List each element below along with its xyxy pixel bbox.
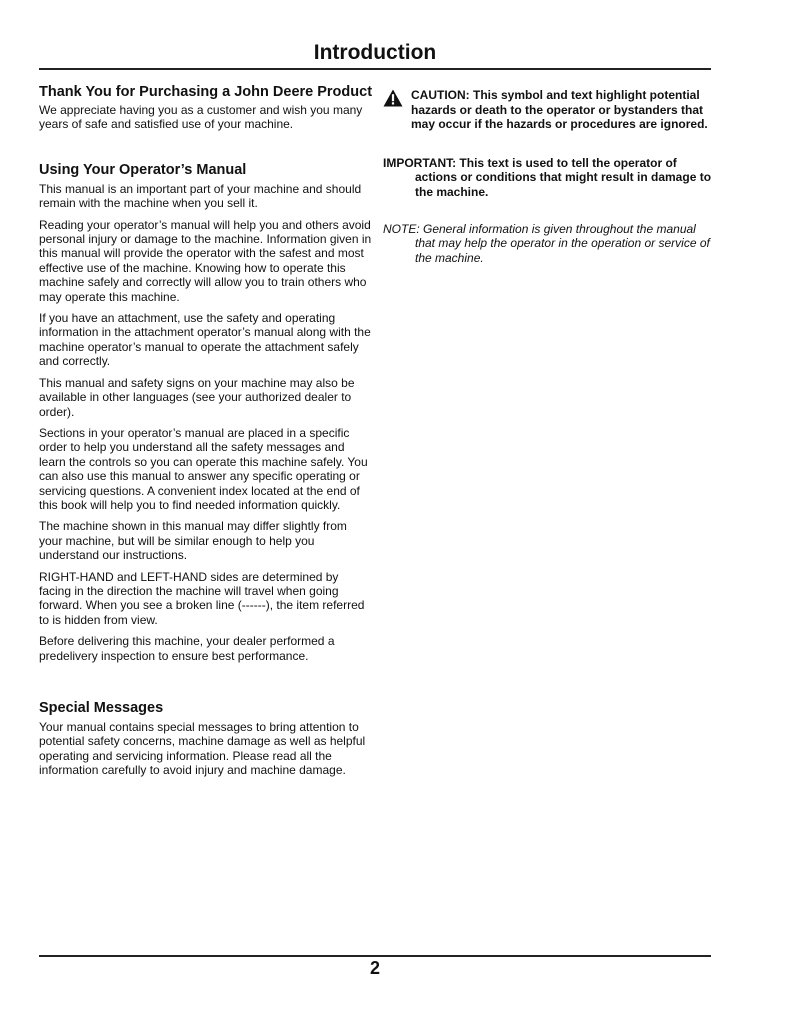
special-messages-paragraph: Your manual contains special messages to bring attention to potential safety concerns, machine damage as well as helpful operating and servicing information. Please read all the information carefully to avoid injury and machine damage. [39, 720, 366, 778]
warning-triangle-icon [383, 89, 403, 107]
using-manual-heading: Using Your Operator’s Manual [39, 161, 247, 178]
caution-text: CAUTION: This symbol and text highlight potential hazards or death to the operator or bystanders that may occur if the hazards or procedures are ignored. [411, 88, 708, 132]
using-manual-paragraph: Before delivering this machine, your dealer performed a predelivery inspection to ensure best performance. [39, 634, 335, 663]
using-manual-paragraph: If you have an attachment, use the safety and operating information in the attachment operator’s manual along with the machine operator’s manual to operate the attachment safely and correctly. [39, 311, 371, 369]
thank-you-paragraph: We appreciate having you as a customer and wish you many years of safe and satisfied use of your machine. [39, 103, 363, 132]
using-manual-paragraph: This manual and safety signs on your machine may also be available in other languages (see your authorized dealer to order). [39, 375, 355, 419]
right-column [383, 88, 715, 265]
special-messages-heading: Special Messages [39, 700, 164, 716]
using-manual-paragraph: RIGHT-HAND and LEFT-HAND sides are determined by facing in the direction the machine will travel when going forward. When you see a broken line (------), the item referred to is hidden from view. [39, 569, 365, 627]
thank-you-heading: Thank You for Purchasing a John Deere Product [39, 84, 373, 100]
left-column [39, 84, 373, 778]
using-manual-paragraph: The machine shown in this manual may differ slightly from your machine, but will be similar enough to help you understand our instructions. [39, 519, 347, 563]
important-text: IMPORTANT: This text is used to tell the operator of actions or conditions that might result in damage to the machine. [383, 155, 712, 199]
note-text: NOTE: General information is given throughout the manual that may help the operator in the operation or service of the machine. [383, 221, 710, 265]
special-messages-section [39, 700, 373, 778]
using-manual-paragraph: This manual is an important part of your machine and should remain with the machine when you sell it. [39, 181, 362, 211]
thank-you-section [39, 84, 373, 132]
page-title: Introduction [313, 41, 437, 64]
important-message [383, 156, 715, 200]
using-manual-paragraph: Sections in your operator’s manual are placed in a specific order to help you understand all the safety messages and learn the controls so you can operate this machine safely. You can also use this manual to answer any specific operating or servicing questions. A convenient index located at the end of this book will help you to find needed information quickly. [39, 425, 368, 512]
caution-message [383, 88, 715, 132]
footer-divider [39, 955, 711, 957]
using-manual-section [39, 162, 373, 663]
note-message [383, 222, 715, 266]
header-divider [39, 68, 711, 70]
using-manual-paragraph: Reading your operator’s manual will help you and others avoid personal injury or damage to the machine. Information given in this manual will provide the operator with the safest and most effective use of the machine. Knowing how to operate this machine safely and correctly will allow you to train others who may operate this machine. [39, 217, 372, 304]
page-number: 2 [369, 958, 380, 978]
